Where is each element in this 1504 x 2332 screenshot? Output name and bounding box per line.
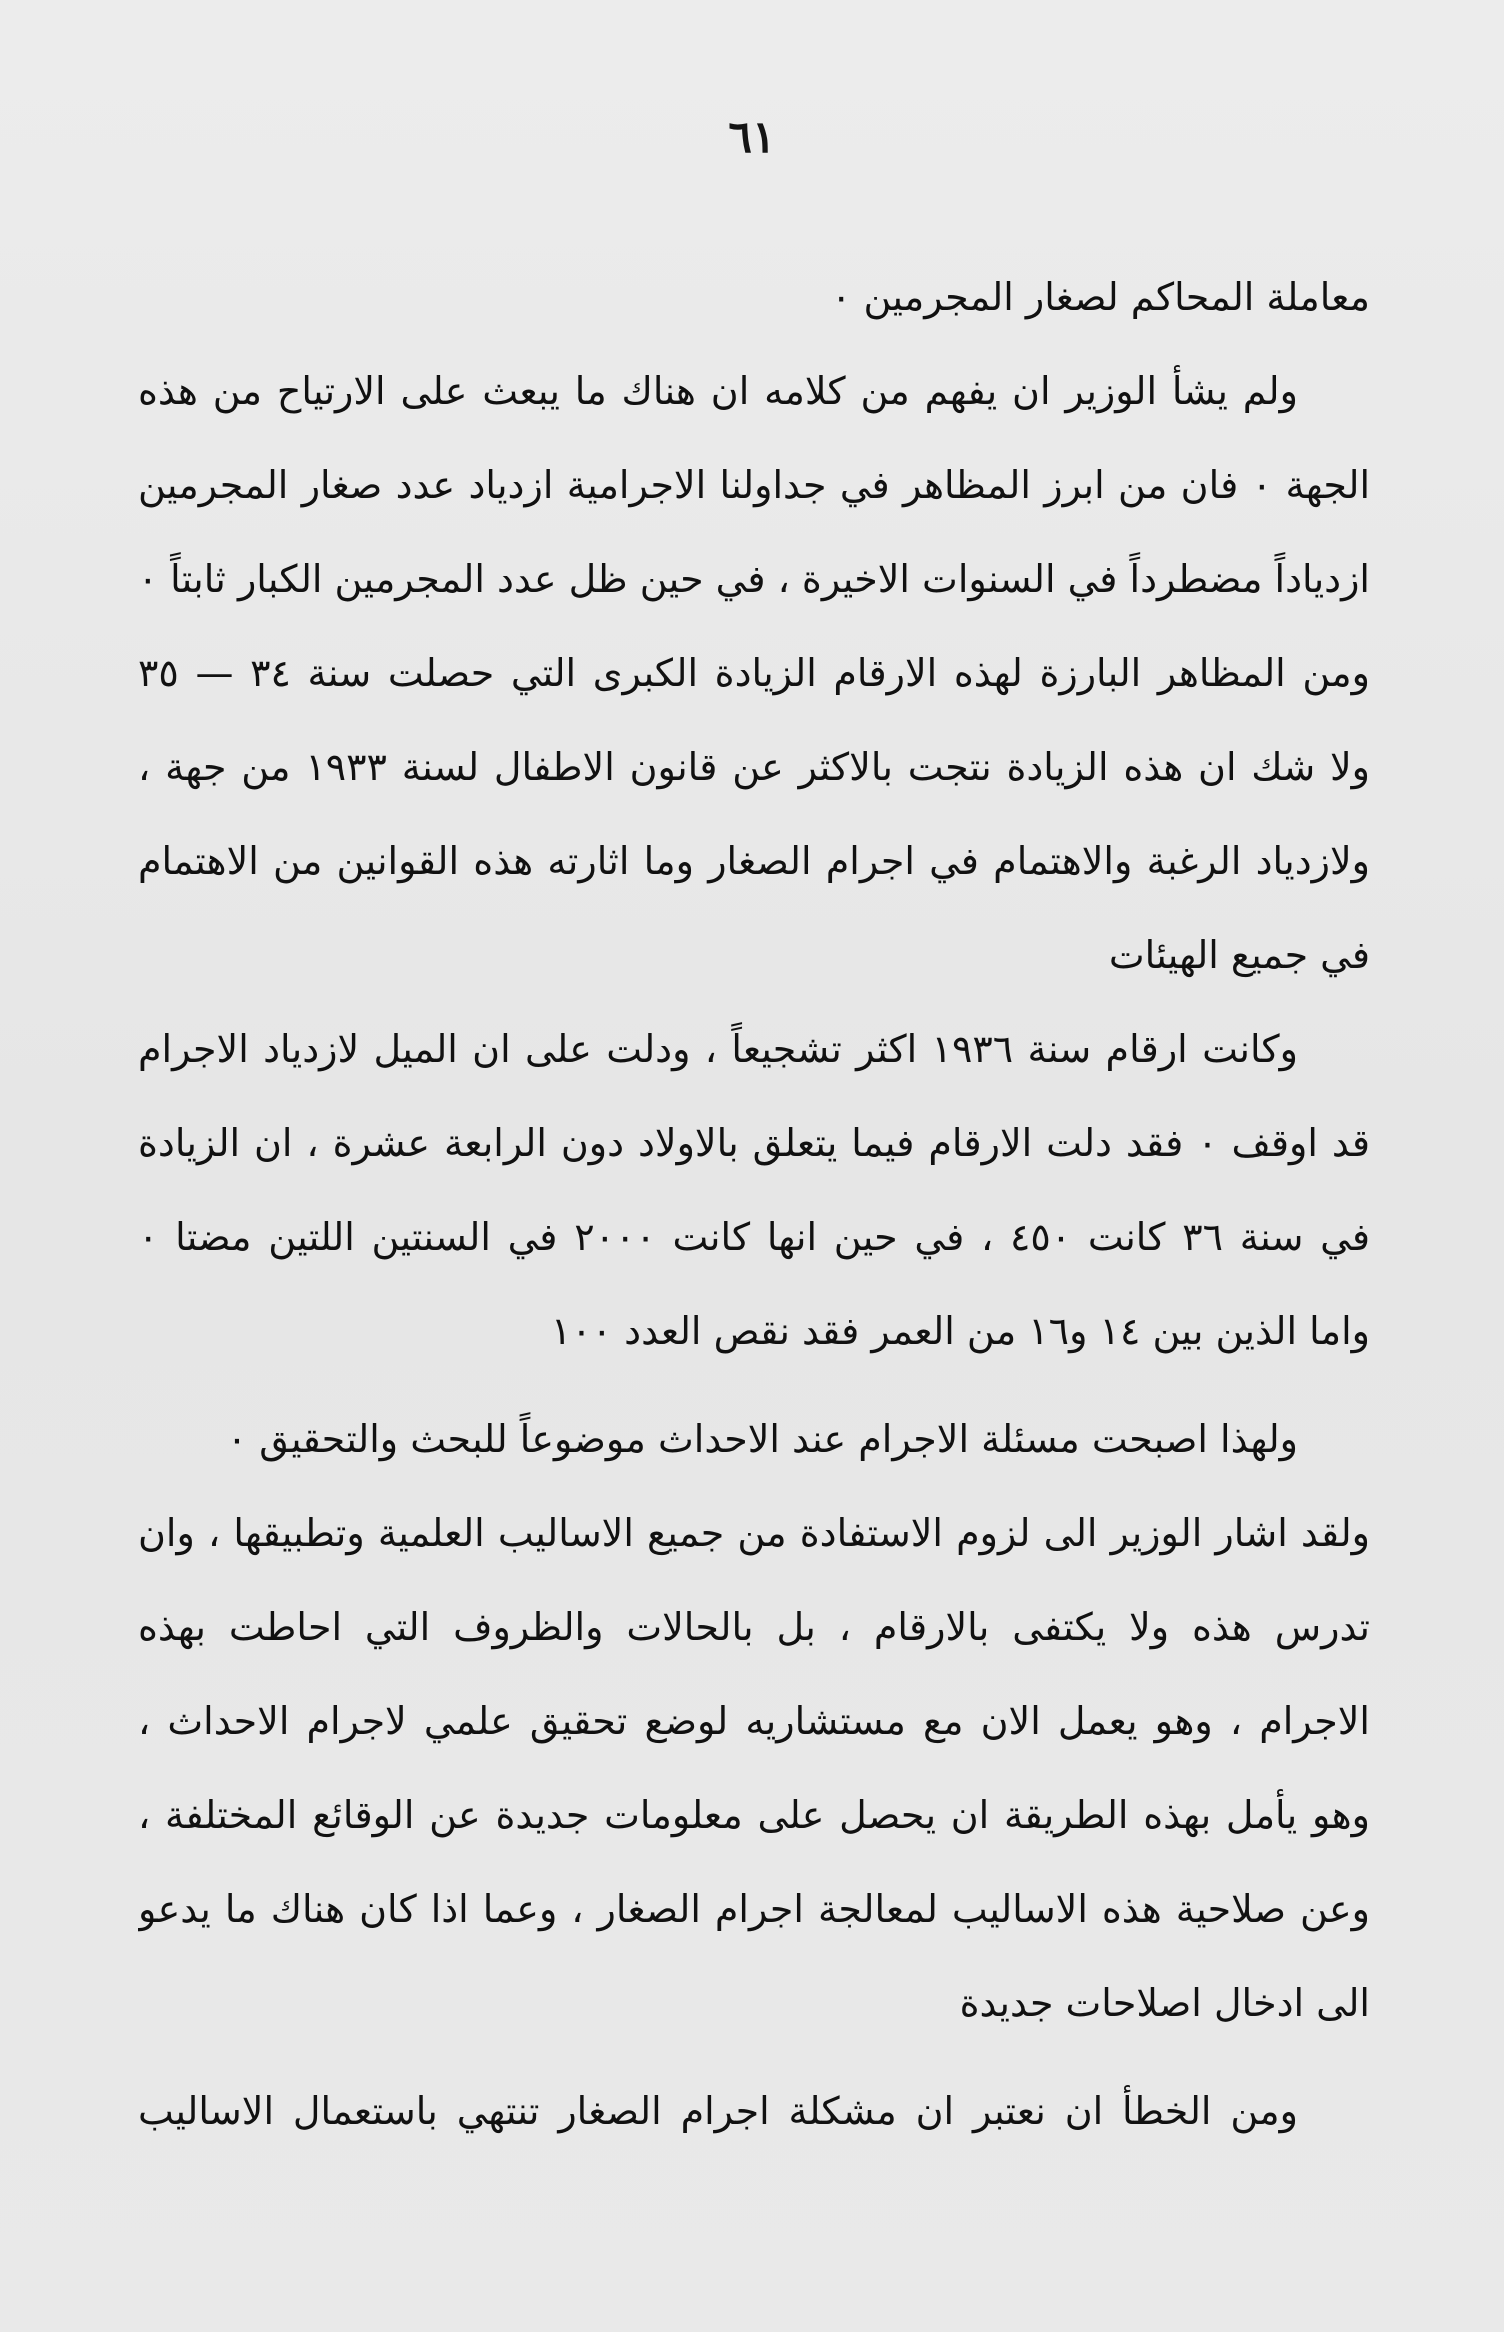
text-line: ولم يشأ الوزير ان يفهم من كلامه ان هناك ما يبعث على الارتياح من هذه (138, 369, 1298, 413)
text-line: وعن صلاحية هذه الاساليب لمعالجة اجرام الصغار ، وعما اذا كان هناك ما يدعو (138, 1887, 1370, 1931)
text-line: ومن الخطأ ان نعتبر ان مشكلة اجرام الصغار تنتهي باستعمال الاساليب (138, 2089, 1298, 2133)
text-line: ومن المظاهر البارزة لهذه الارقام الزيادة الكبرى التي حصلت سنة ٣٤ — ٣٥ (138, 651, 1370, 695)
text-line: قد اوقف ٠ فقد دلت الارقام فيما يتعلق بالاولاد دون الرابعة عشرة ، ان الزيادة (138, 1121, 1370, 1165)
text-line: ازدياداً مضطرداً في السنوات الاخيرة ، في حين ظل عدد المجرمين الكبار ثابتاً ٠ (138, 557, 1370, 601)
text-line: في جميع الهيئات (1108, 933, 1370, 977)
text-line: معاملة المحاكم لصغار المجرمين ٠ (830, 275, 1370, 319)
text-line: تدرس هذه ولا يكتفى بالارقام ، بل بالحالات والظروف التي احاطت بهذه (138, 1605, 1370, 1649)
text-line: ولازدياد الرغبة والاهتمام في اجرام الصغار وما اثارته هذه القوانين من الاهتمام (138, 839, 1370, 883)
text-line: ولقد اشار الوزير الى لزوم الاستفادة من جميع الاساليب العلمية وتطبيقها ، وان (138, 1511, 1370, 1555)
paragraph-gap (138, 2050, 1370, 2064)
text-line: في سنة ٣٦ كانت ٤٥٠ ، في حين انها كانت ٢٠٠٠ في السنتين اللتين مضتا ٠ (138, 1215, 1370, 1259)
paragraph-gap (138, 1378, 1370, 1392)
text-line: الى ادخال اصلاحات جديدة (959, 1981, 1370, 2025)
text-line: وهو يأمل بهذه الطريقة ان يحصل على معلومات جديدة عن الوقائع المختلفة ، (138, 1793, 1370, 1837)
text-line: الاجرام ، وهو يعمل الان مع مستشاريه لوضع تحقيق علمي لاجرام الاحداث ، (138, 1699, 1370, 1743)
text-line: الجهة ٠ فان من ابرز المظاهر في جداولنا الاجرامية ازدياد عدد صغار المجرمين (138, 463, 1370, 507)
page-number: ٦١ (728, 112, 776, 163)
text-line: وكانت ارقام سنة ١٩٣٦ اكثر تشجيعاً ، ودلت على ان الميل لازدياد الاجرام (138, 1027, 1298, 1071)
text-line: ولا شك ان هذه الزيادة نتجت بالاكثر عن قانون الاطفال لسنة ١٩٣٣ من جهة ، (138, 745, 1370, 789)
body-text (138, 250, 1370, 2158)
text-line: ولهذا اصبحت مسئلة الاجرام عند الاحداث موضوعاً للبحث والتحقيق ٠ (226, 1417, 1298, 1461)
text-line: واما الذين بين ١٤ و١٦ من العمر فقد نقص العدد ١٠٠ (550, 1309, 1370, 1353)
